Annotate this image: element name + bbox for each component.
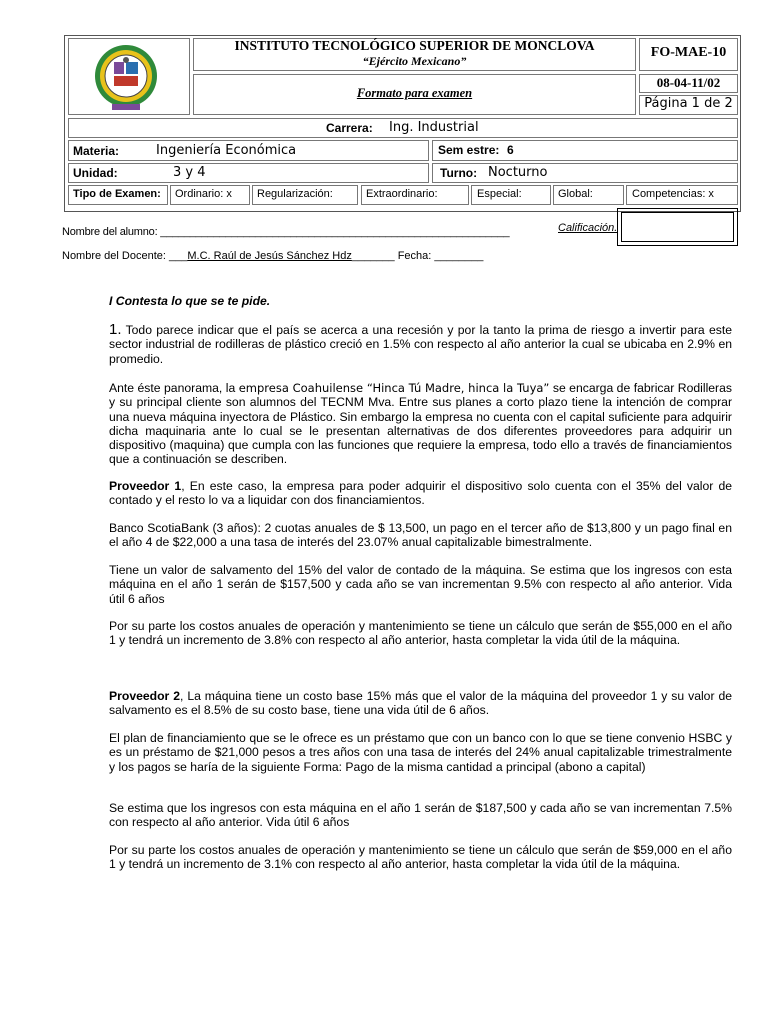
materia-label: Materia: [73,144,120,158]
carrera-value: Ing. Industrial [389,120,479,135]
unidad-value: 3 y 4 [173,165,206,180]
motto: “Ejército Mexicano” [362,54,467,68]
format-title: Formato para examen [356,86,473,100]
question-1-text: Todo parece indicar que el país se acerca a una recesión y por la tanto la prima de riesgo a invertir para este sector industrial de rodilleras de plástico creció en 1.5% con respecto al año anterior la cual se ubicaba en 2.9% en promedio. [109,323,732,366]
turno-label: Turno: [440,166,478,180]
costs-2-paragraph: Por su parte los costos anuales de operación y mantenimiento se tiene un cálculo que serán de $59,000 en el año 1 y tendrá un incremento de 3.1% con respecto al año anterior, hasta completar la vida útil de la máquina. [109,843,732,872]
tipo-global: Global: [558,188,593,200]
scenario-paragraph [109,381,732,467]
proveedor-2-label: Proveedor 2 [109,689,180,703]
tipo-label: Tipo de Examen: [73,188,161,200]
institute-seal-logo [92,42,160,112]
financing-2-paragraph: El plan de financiamiento que se le ofrece es un préstamo que con un banco con lo que se tiene convenio HSBC y es un préstamo de $21,000 pesos a tres años con una tasa de interés del 24% anual capitalizable trimestralmente y los pagos se haría de la siguiente Forma: Pago de la misma cantidad a principal (abono a capital) [109,731,732,774]
turno-cell [432,163,738,183]
tipo-ordinario: Ordinario: x [175,188,232,200]
income-2-paragraph: Se estima que los ingresos con esta máquina en el año 1 serán de $187,500 y cada año se van incrementan 7.5% con respecto al año anterior. Vida útil 6 años [109,801,732,830]
proveedor-1-label: Proveedor 1 [109,479,182,493]
teacher-label: Nombre del Docente: ___ [62,250,188,262]
tipo-competencias: Competencias: x [632,188,714,200]
form-code: FO-MAE-10 [650,45,727,60]
tipo-especial: Especial: [477,188,522,200]
salvage-1-paragraph: Tiene un valor de salvamento del 15% del valor de contado de la máquina. Se estima que los ingresos con esta máquina en el año 1 serán de $157,500 y cada año se van incrementan 9.5% con respecto al año anterior. Vida útil 6 años [109,563,732,606]
financing-1-paragraph: Banco ScotiaBank (3 años): 2 cuotas anuales de $ 13,500, un pago en el tercer año de $13,800 y un pago final en el año 4 de $22,000 a una tasa de interés del 23.07% anual capitalizable bimestralmente. [109,521,732,550]
question-1-number: 1. [109,321,122,338]
costs-1-paragraph: Por su parte los costos anuales de operación y mantenimiento se tiene un cálculo que serán de $55,000 en el año 1 y tendrá un incremento de 3.8% con respecto al año anterior, hasta completar la vida útil de la máquina. [109,619,732,648]
grade-label: Calificación. [558,222,618,234]
semestre-label: Sem estre: [438,143,500,157]
turno-value: Nocturno [488,165,548,180]
unidad-label: Unidad: [73,166,118,180]
proveedor-1-text: , En este caso, la empresa para poder adquirir el dispositivo solo cuenta con el 35% del valor de contado y el resto lo va a liquidar con dos financiamientos. [109,479,732,508]
scenario-text-a: Ante éste panorama, la [109,381,239,395]
date-code: 08-04-11/02 [656,75,721,90]
institute-name: INSTITUTO TECNOLÓGICO SUPERIOR DE MONCLOVA [234,38,595,53]
scenario-text-b: se encarga de fabricar Rodilleras y su principal cliente son alumnos del TECNM Mva. Entre sus planes a corto plazo tiene la intención de comprar una nueva máquina inyectora de Plástico. Sin embargo la empresa no cuenta con el capital suficiente para adquirir dicha maquinaria ante lo cual se le presentan alternativas de dos diferentes proveedores para adquirir un dispositivo (maquina) que cumpla con las funciones que requiere la empresa, todo ello a través de financiamientos que a continuación se describen. [109,381,732,467]
tipo-extraordinario: Extraordinario: [366,188,438,200]
tipo-regularizacion: Regularización: [257,188,333,200]
semestre-value: 6 [507,143,514,157]
teacher-name: M.C. Raúl de Jesús Sánchez Hdz [187,250,352,262]
date-field[interactable]: _______ Fecha: ________ [351,250,484,262]
carrera-label: Carrera: [326,121,373,135]
unidad-cell [68,163,429,183]
teacher-line [62,250,483,262]
instruction: I Contesta lo que se te pide. [109,294,271,308]
student-name-field[interactable]: Nombre del alumno: ___________________________________________________________ [62,226,510,238]
proveedor-2-paragraph [109,689,732,718]
materia-value: Ingeniería Económica [156,143,297,158]
page-number: Página 1 de 2 [644,96,733,111]
proveedor-1-paragraph [109,479,732,508]
grade-box-inner [621,212,734,242]
proveedor-2-text: , La máquina tiene un costo base 15% más que el valor de la máquina del proveedor 1 y su valor de salvamento es el 8.5% de su costo base, tiene una vida útil de 6 años. [109,689,732,718]
company-name: empresa Coahuilense “Hinca Tú Madre, hinca la Tuya” [238,381,550,395]
question-1-paragraph [109,323,732,366]
